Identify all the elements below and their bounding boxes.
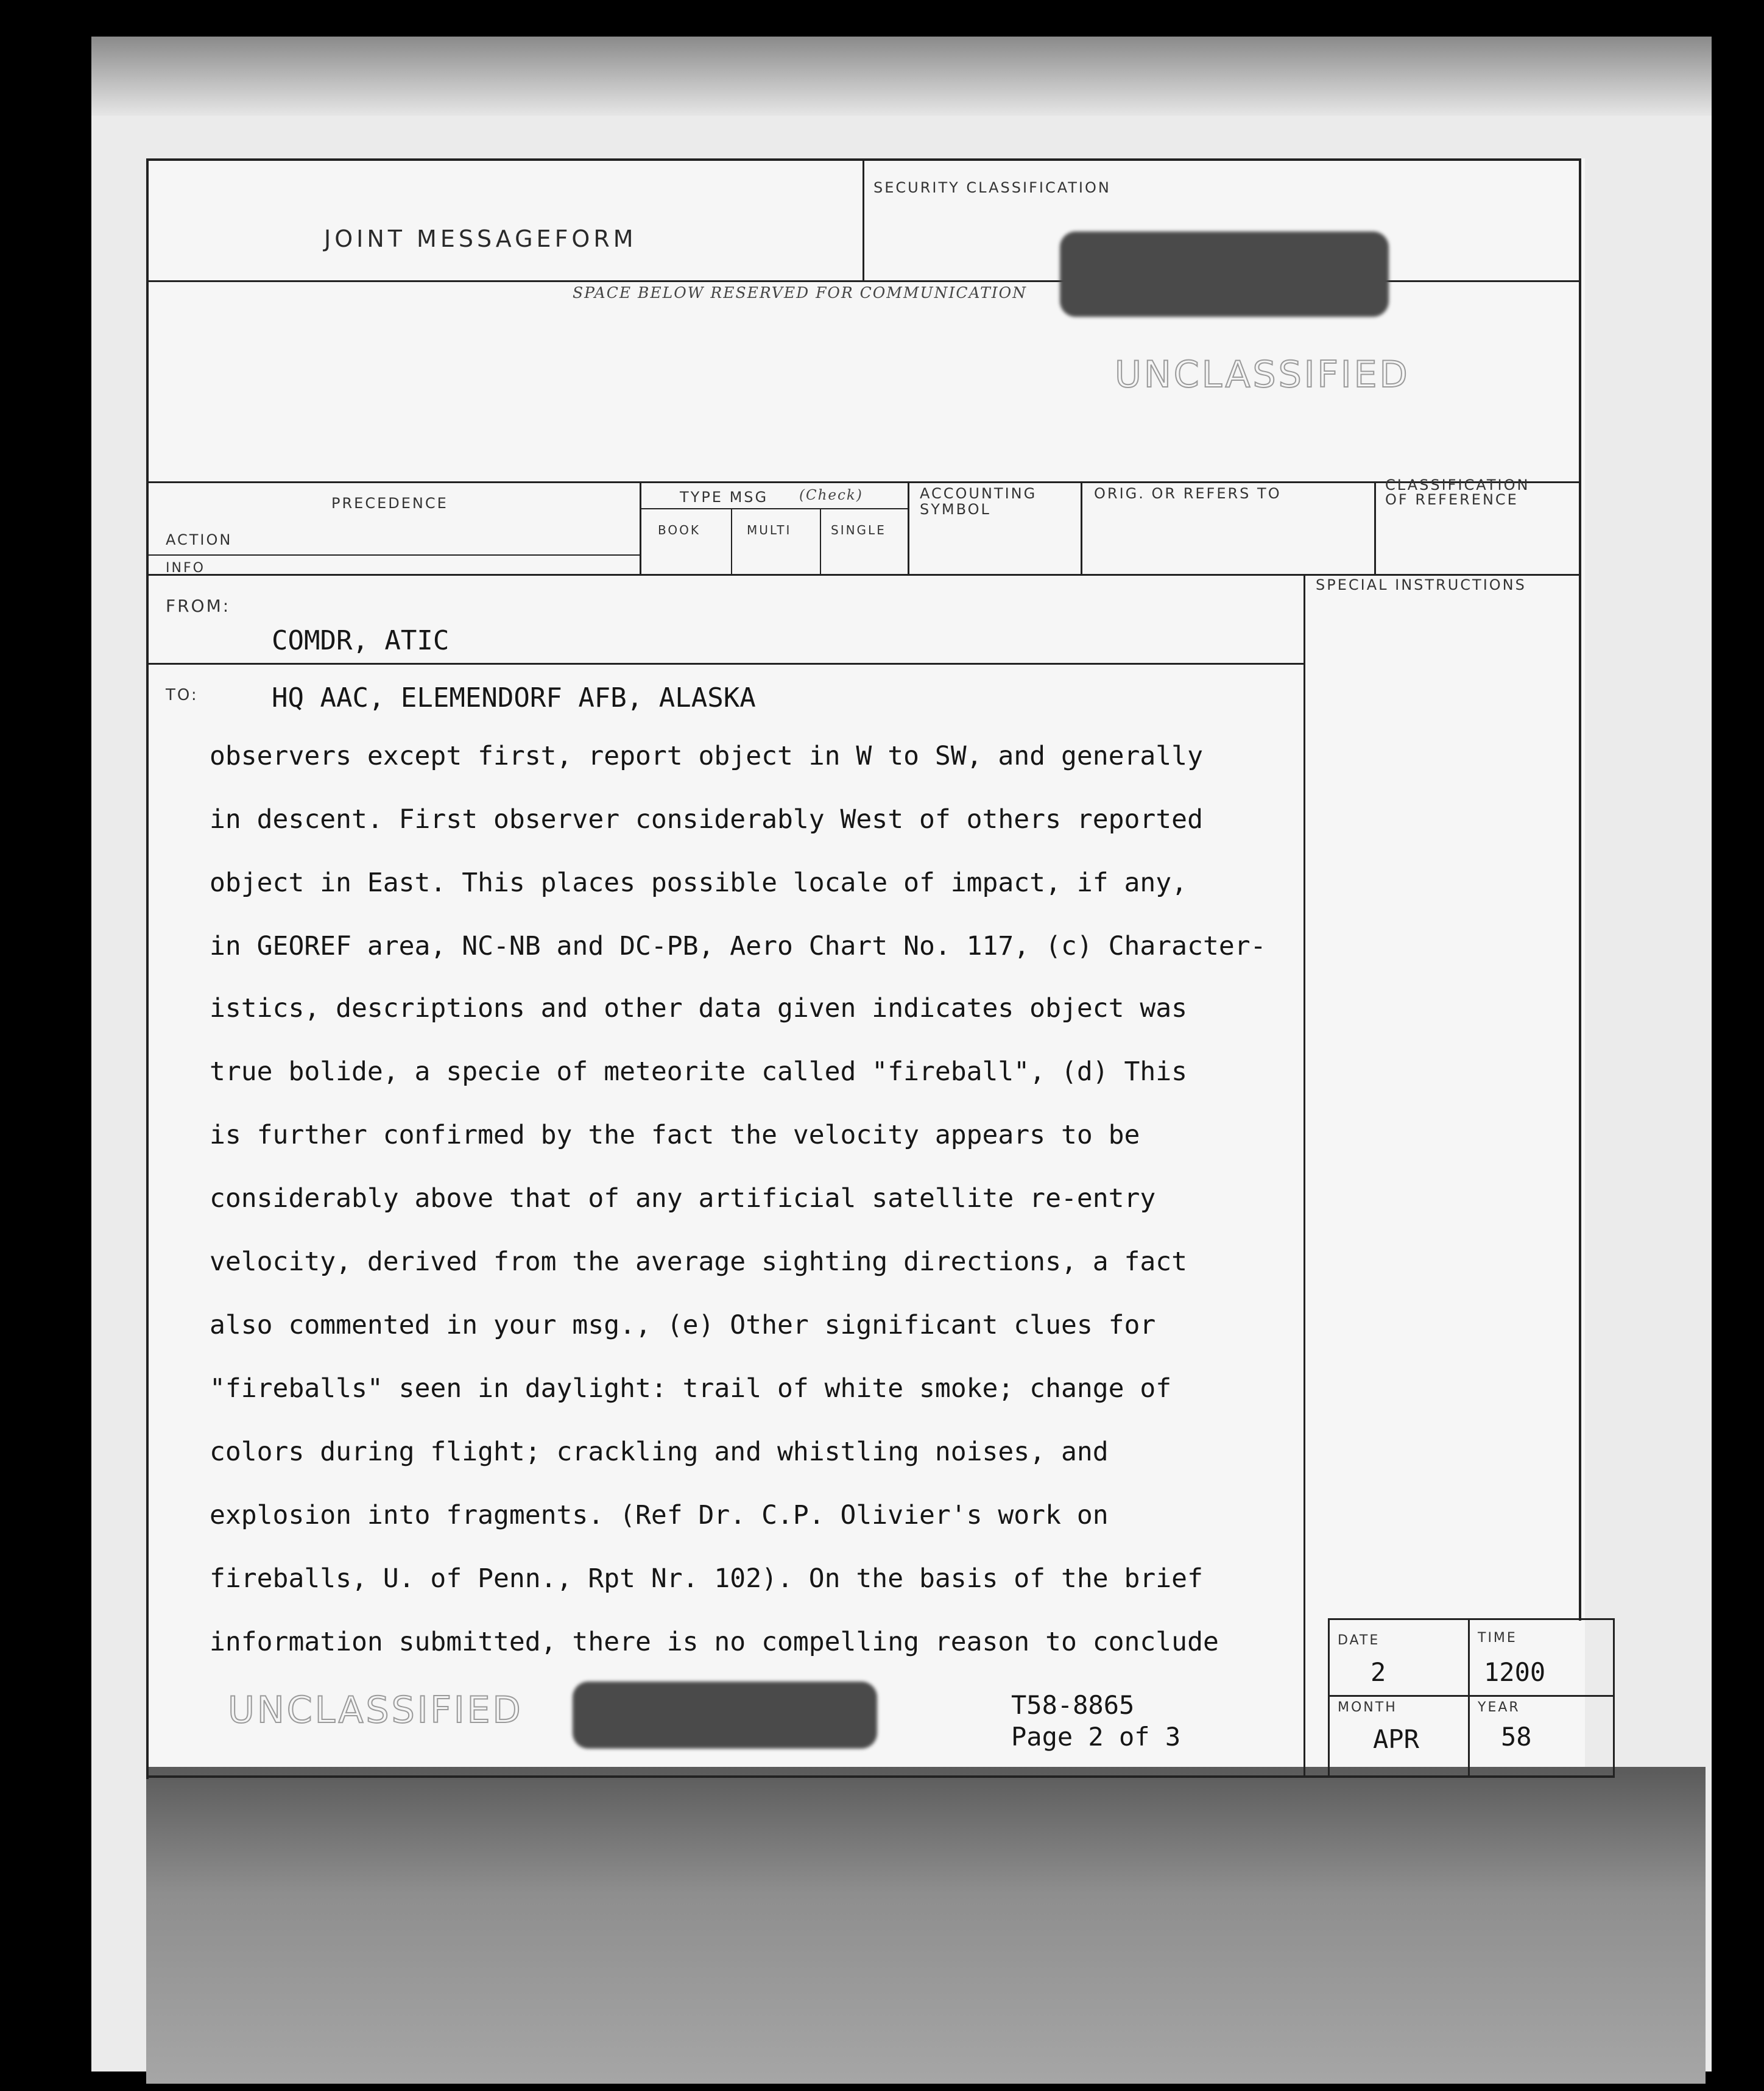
special-instructions-label: SPECIAL INSTRUCTIONS <box>1316 576 1526 593</box>
action-rule <box>146 554 640 556</box>
unclassified-stamp-bottom: UNCLASSIFIED <box>228 1689 523 1732</box>
classification-label: CLASSIFICATION <box>1385 476 1530 494</box>
body-line: object in East. This places possible locale of impact, if any, <box>210 868 1188 898</box>
body-line: explosion into fragments. (Ref Dr. C.P. Olivier's work on <box>210 1500 1109 1530</box>
type-msg-rule <box>640 508 908 509</box>
action-label: ACTION <box>166 531 233 548</box>
special-column-divider <box>1304 574 1305 1778</box>
date-block-mid <box>1328 1695 1614 1697</box>
time-value: 1200 <box>1484 1657 1546 1687</box>
body-line: in GEOREF area, NC-NB and DC-PB, Aero Chart No. 117, (c) Character- <box>210 931 1266 961</box>
page-indicator: Page 2 of 3 <box>1011 1722 1181 1752</box>
type-msg-label: TYPE MSG <box>680 489 769 506</box>
bottom-scan-shadow <box>146 1767 1706 2084</box>
from-value: COMDR, ATIC <box>272 625 450 656</box>
body-line: is further confirmed by the fact the velocity appears to be <box>210 1120 1140 1150</box>
info-label: INFO <box>166 561 205 576</box>
from-label: FROM: <box>166 596 231 616</box>
from-rule <box>146 663 1305 665</box>
redaction-top <box>1060 232 1389 317</box>
redaction-bottom <box>573 1682 877 1749</box>
body-line: istics, descriptions and other data given indicates object was <box>210 993 1188 1024</box>
type-msg-col-2 <box>820 508 821 574</box>
precedence-label: PRECEDENCE <box>331 495 448 512</box>
date-block-left <box>1328 1618 1330 1778</box>
month-value: APR <box>1373 1724 1419 1754</box>
header-divider-vertical <box>863 160 864 281</box>
single-label: SINGLE <box>831 523 886 537</box>
top-scan-shadow <box>91 37 1712 116</box>
body-line: in descent. First observer considerably West of others reported <box>210 804 1203 835</box>
form-border-left <box>146 158 149 1779</box>
routing-rule-bottom <box>146 574 1581 576</box>
form-border-bottom <box>146 1775 1614 1778</box>
date-value: 2 <box>1371 1657 1386 1687</box>
body-line: "fireballs" seen in daylight: trail of white smoke; change of <box>210 1373 1172 1404</box>
reference-number: T58-8865 <box>1011 1690 1135 1720</box>
body-line: information submitted, there is no compelling reason to conclude <box>210 1627 1219 1657</box>
date-block-top <box>1328 1618 1614 1620</box>
body-line: colors during flight; crackling and whistling noises, and <box>210 1437 1109 1467</box>
routing-rule-top <box>146 481 1581 483</box>
form-title: JOINT MESSAGEFORM <box>324 225 637 252</box>
unclassified-stamp-top: UNCLASSIFIED <box>1115 353 1410 396</box>
to-label: TO: <box>166 686 199 704</box>
type-msg-check: (Check) <box>799 487 863 503</box>
year-label: YEAR <box>1478 1700 1520 1715</box>
body-line: true bolide, a specie of meteorite called "fireball", (d) This <box>210 1056 1188 1087</box>
routing-col-2 <box>908 481 909 574</box>
routing-col-3 <box>1081 481 1082 574</box>
year-value: 58 <box>1501 1722 1532 1752</box>
of-reference-label: OF REFERENCE <box>1385 491 1519 508</box>
body-line: considerably above that of any artificial satellite re-entry <box>210 1183 1156 1214</box>
month-label: MONTH <box>1338 1700 1397 1715</box>
multi-label: MULTI <box>747 523 792 537</box>
body-line: velocity, derived from the average sighting directions, a fact <box>210 1247 1188 1277</box>
symbol-label: SYMBOL <box>920 501 991 518</box>
accounting-label: ACCOUNTING <box>920 485 1037 502</box>
security-classification-label: SECURITY CLASSIFICATION <box>873 179 1111 196</box>
orig-refers-label: ORIG. OR REFERS TO <box>1094 485 1282 502</box>
form-border-right <box>1579 158 1581 1621</box>
body-line: observers except first, report object in W to SW, and generally <box>210 741 1203 771</box>
message-form <box>146 158 1585 1779</box>
date-block-center <box>1468 1618 1470 1778</box>
body-line: fireballs, U. of Penn., Rpt Nr. 102). On the basis of the brief <box>210 1563 1203 1594</box>
date-label: DATE <box>1338 1633 1380 1648</box>
book-label: BOOK <box>658 523 700 537</box>
routing-col-1 <box>640 481 641 574</box>
reserved-space-label: SPACE BELOW RESERVED FOR COMMUNICATION <box>573 284 1028 302</box>
date-block-right <box>1613 1618 1615 1778</box>
body-line: also commented in your msg., (e) Other significant clues for <box>210 1310 1156 1340</box>
to-value: HQ AAC, ELEMENDORF AFB, ALASKA <box>272 682 756 713</box>
type-msg-col-1 <box>731 508 732 574</box>
time-label: TIME <box>1478 1630 1517 1646</box>
routing-col-4 <box>1374 481 1376 574</box>
